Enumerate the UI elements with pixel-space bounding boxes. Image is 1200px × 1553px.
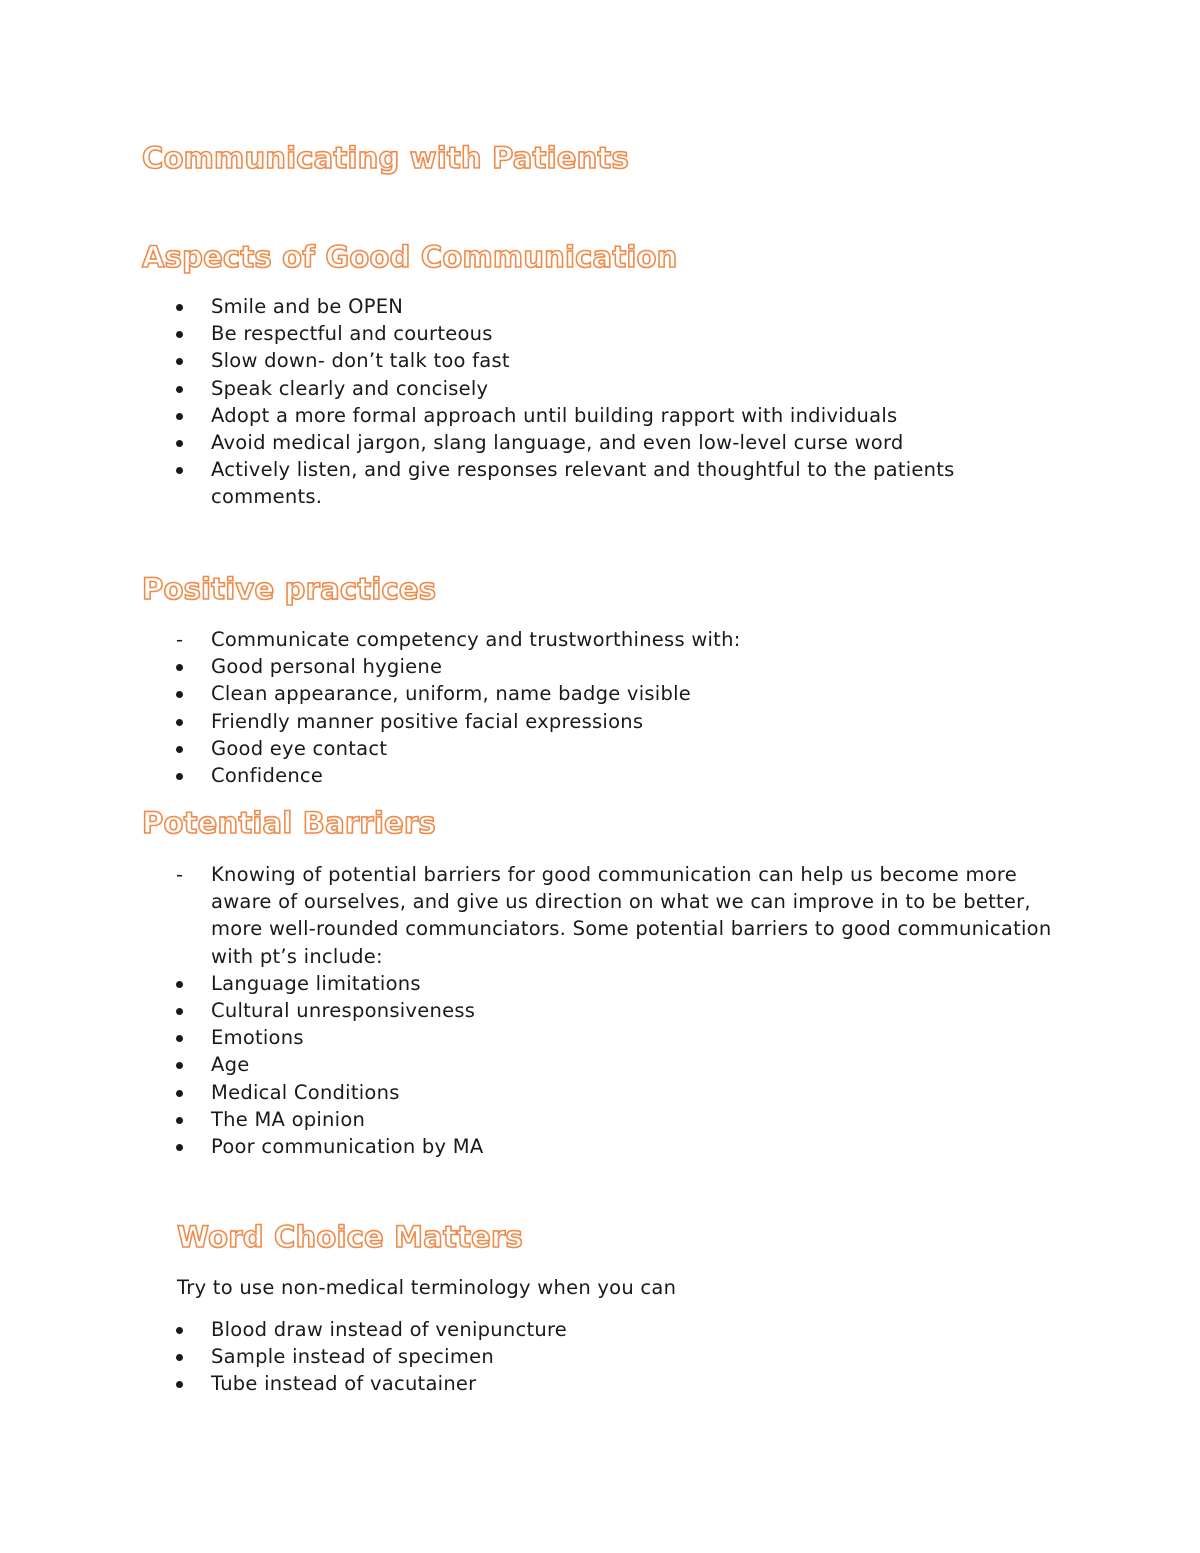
section-heading-aspects: Aspects of Good Communication (142, 240, 678, 274)
list-item: Cultural unresponsiveness (211, 999, 476, 1023)
list-item: Tube instead of vacutainer (211, 1372, 477, 1396)
list-item: Avoid medical jargon, slang language, and even low-level curse word (211, 431, 904, 455)
word-choice-list (176, 1316, 1056, 1398)
list-item: Confidence (211, 764, 324, 788)
list-item: Adopt a more formal approach until building rapport with individuals (211, 403, 898, 427)
list-item: Slow down- don’t talk too fast (211, 349, 510, 373)
list-item: Sample instead of specimen (211, 1345, 494, 1369)
list-item: Age (211, 1053, 250, 1077)
list-item: Blood draw instead of venipuncture (211, 1318, 568, 1341)
list-item: Clean appearance, uniform, name badge visible (211, 682, 691, 706)
list-item: Communicate competency and trustworthiness with: (211, 628, 741, 651)
list-item: Poor communication by MA (211, 1135, 484, 1159)
list-item: Actively listen, and give responses relevant and thoughtful to the patients comments. (211, 458, 955, 509)
list-item: Good personal hygiene (211, 655, 443, 679)
section-heading-positive: Positive practices (142, 572, 437, 606)
list-item: Knowing of potential barriers for good communication can help us become more aware of ourselves, and give us direction on what we can improve in to be better, more well-rounded communciators. Some potential barriers to good communication with pt’s include: (211, 863, 1052, 968)
list-item: The MA opinion (211, 1107, 366, 1131)
list-item: Medical Conditions (211, 1080, 400, 1104)
list-item: Language limitations (211, 971, 421, 995)
list-item: Emotions (211, 1026, 304, 1050)
list-item: Be respectful and courteous (211, 322, 493, 346)
positive-list (176, 626, 1056, 789)
aspects-list (176, 293, 1056, 511)
word-choice-intro: Try to use non-medical terminology when you can (177, 1276, 677, 1299)
list-item: Friendly manner positive facial expressions (211, 709, 644, 733)
document-title: Communicating with Patients (142, 141, 629, 175)
section-heading-word-choice: Word Choice Matters (177, 1220, 523, 1254)
list-item: Speak clearly and concisely (211, 376, 489, 400)
barriers-list (176, 861, 1056, 1160)
list-item: Good eye contact (211, 736, 388, 760)
list-item: Smile and be OPEN (211, 295, 404, 318)
section-heading-barriers: Potential Barriers (142, 806, 436, 840)
